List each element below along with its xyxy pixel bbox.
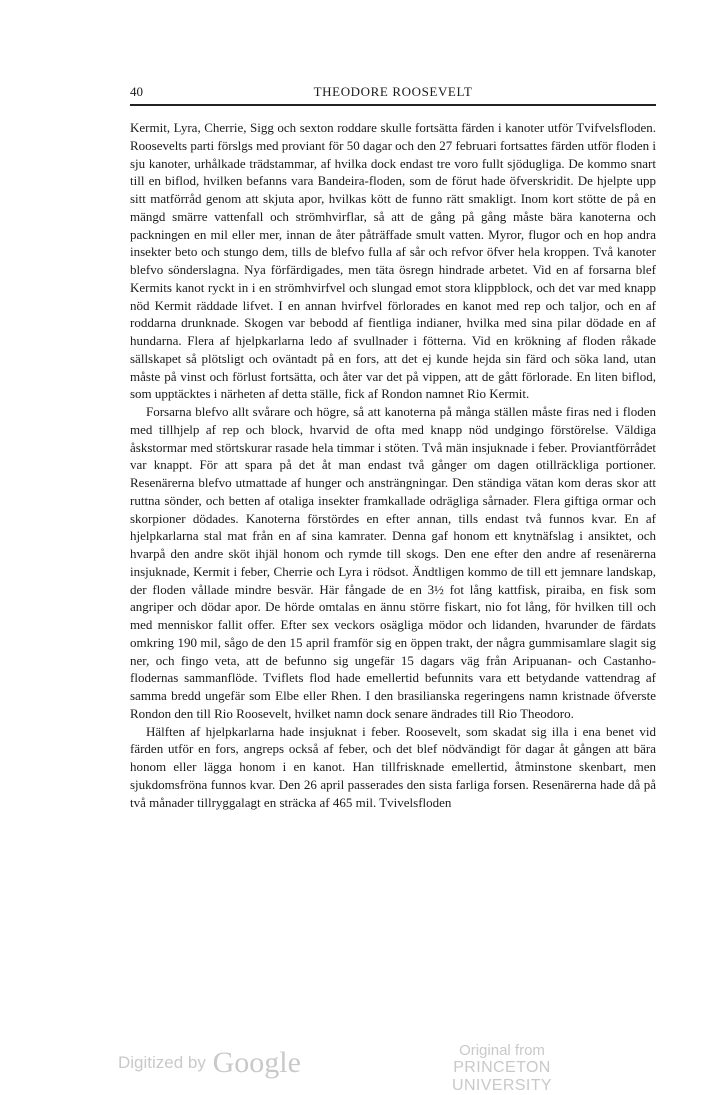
page-number: 40: [130, 84, 143, 99]
paragraph: Kermit, Lyra, Cherrie, Sigg och sexton roddare skulle fortsätta färden i kanoter utför Tvifvelsfloden. Roosevelts parti förslgs med proviant för 50 dagar och den 27 februari fortsattes färden utför floden i sju kanoter, urhålkade trädstammar, af hvilka dock endast tre voro fullt sjödugliga. De kommo snart till en biflod, hvilken befanns vara Bandeira-floden, som de förut hade öfverskridit. De hjelpte upp sitt matförråd genom att skjuta apor, hvilkas kött de funno rätt smakligt. Inom kort stötte de på en mängd smärre vattenfall och strömhvirflar, så att de gång på gång måste bära kanoterna och packningen en mil eller mer, innan de åter påträffade smult vatten. Myror, flugor och en hop andra insekter beto och stungo dem, tills de blefvo fulla af sår och refvor öfver hela kroppen. Två kanoter blefvo sönderslagna. Nya förfärdigades, men täta ösregn hindrade arbetet. Vid en af forsarna blef Kermits kanot ryckt in i en strömhvirfvel och slungad emot stora klippblock, och det var med knapp nöd Kermit räddade lifvet. I en annan hvirfvel förlorades en kanot med rep och taljor, och en af roddarna drunknade. Skogen var bebodd af fientliga indianer, hvilka med sina pilar dödade en af hundarna. Flera af hjelpkarlarna ledo af svullnader i fötterna. Vid en krökning af floden råkade sällskapet så plötsligt och oväntadt på en fors, att det ej kunde hejda sin färd och söka land, utan måste på vinst och förlust fortsätta, och åter var det på vippen, att de gått förlorade. En liten biflod, som upptäcktes i närheten af detta ställe, fick af Rondon namnet Rio Kermit.: [130, 120, 656, 402]
page-header: [130, 84, 656, 106]
paragraph: Forsarna blefvo allt svårare och högre, så att kanoterna på många ställen måste firas ned i floden med tillhjelp af rep och block, hvarvid de ofta med knapp nöd undgingo förstörelse. Väldiga åskstormar med störtskurar rasade hela timmar i stöten. Två män insjuknade i feber. Proviantförrådet var knappt. För att spara på det åt man endast två gånger om dagen otillräckliga portioner. Resenärerna blefvo utmattade af hunger och ansträngningar. Den ständiga vätan kom deras skor att ruttna sönder, och betten af otaliga insekter framkallade odrägliga sårnader. Flera giftiga ormar och skorpioner dödades. Kanoterna förstördes en efter annan, tills endast två funnos kvar. En af hjelpkarlarna stal mat från en af sina kamrater. Denna gaf honom ett knytnäfslag i ansiktet, och hvarpå den andre sköt ihjäl honom och rymde till skogs. Den ene efter den andre af resenärerna insjuknade, Kermit i feber, Cherrie och Lyra i rödsot. Ändtligen kommo de till ett jemnare landskap, der floden vållade mindre besvär. Här fångade de en 3½ fot lång kattfisk, piraiba, en fisk som angriper och dödar apor. De hörde omtalas en ännu större fiskart, nio fot lång, för hvilken till och med menniskor fallit offer. Efter sex veckors osägliga mödor och lidanden, hvarunder de färdats omkring 190 mil, sågo de den 15 april framför sig en öppen trakt, der några gummisamlare slagit sig ner, och fingo veta, att de befunno sig ungefär 15 dagars väg från Aripuanan- och Castanho-flodernas sammanflöde. Tviflets flod hade emellertid befunnits vara ett betydande vattendrag af samma bredd ungefär som Elbe eller Rhen. I den brasilianska regeringens namn kristnade öfverste Rondon den till Rio Roosevelt, hvilket namn dock senare ändrades till Rio Theodoro.: [130, 404, 656, 721]
original-from-label: Original from: [459, 1042, 545, 1059]
digitized-watermark: [118, 1046, 301, 1080]
header-rule: [130, 104, 656, 106]
library-watermark: [412, 1042, 592, 1095]
running-title: THEODORE ROOSEVELT: [313, 84, 473, 99]
body-text: [130, 119, 656, 811]
library-name: PRINCETON UNIVERSITY: [451, 1059, 552, 1094]
digitized-prefix: Digitized by: [118, 1053, 206, 1072]
paragraph: Hälften af hjelpkarlarna hade insjuknat i feber. Roosevelt, som skadat sig illa i ena benet vid färden utför en fors, angreps också af feber, och det blef nödvändigt för dagar åt gången att bära honom eller lägga honom i en kanot. Han tillfrisknade emellertid, åtminstone skenbart, men sjukdomsfröna funnos kvar. Den 26 april passerades den sista farliga forsen. Resenärerna hade då på två månader tillryggalagt en sträcka af 465 mil. Tvivelsfloden: [130, 723, 656, 810]
google-logo-text: Google: [212, 1046, 301, 1079]
